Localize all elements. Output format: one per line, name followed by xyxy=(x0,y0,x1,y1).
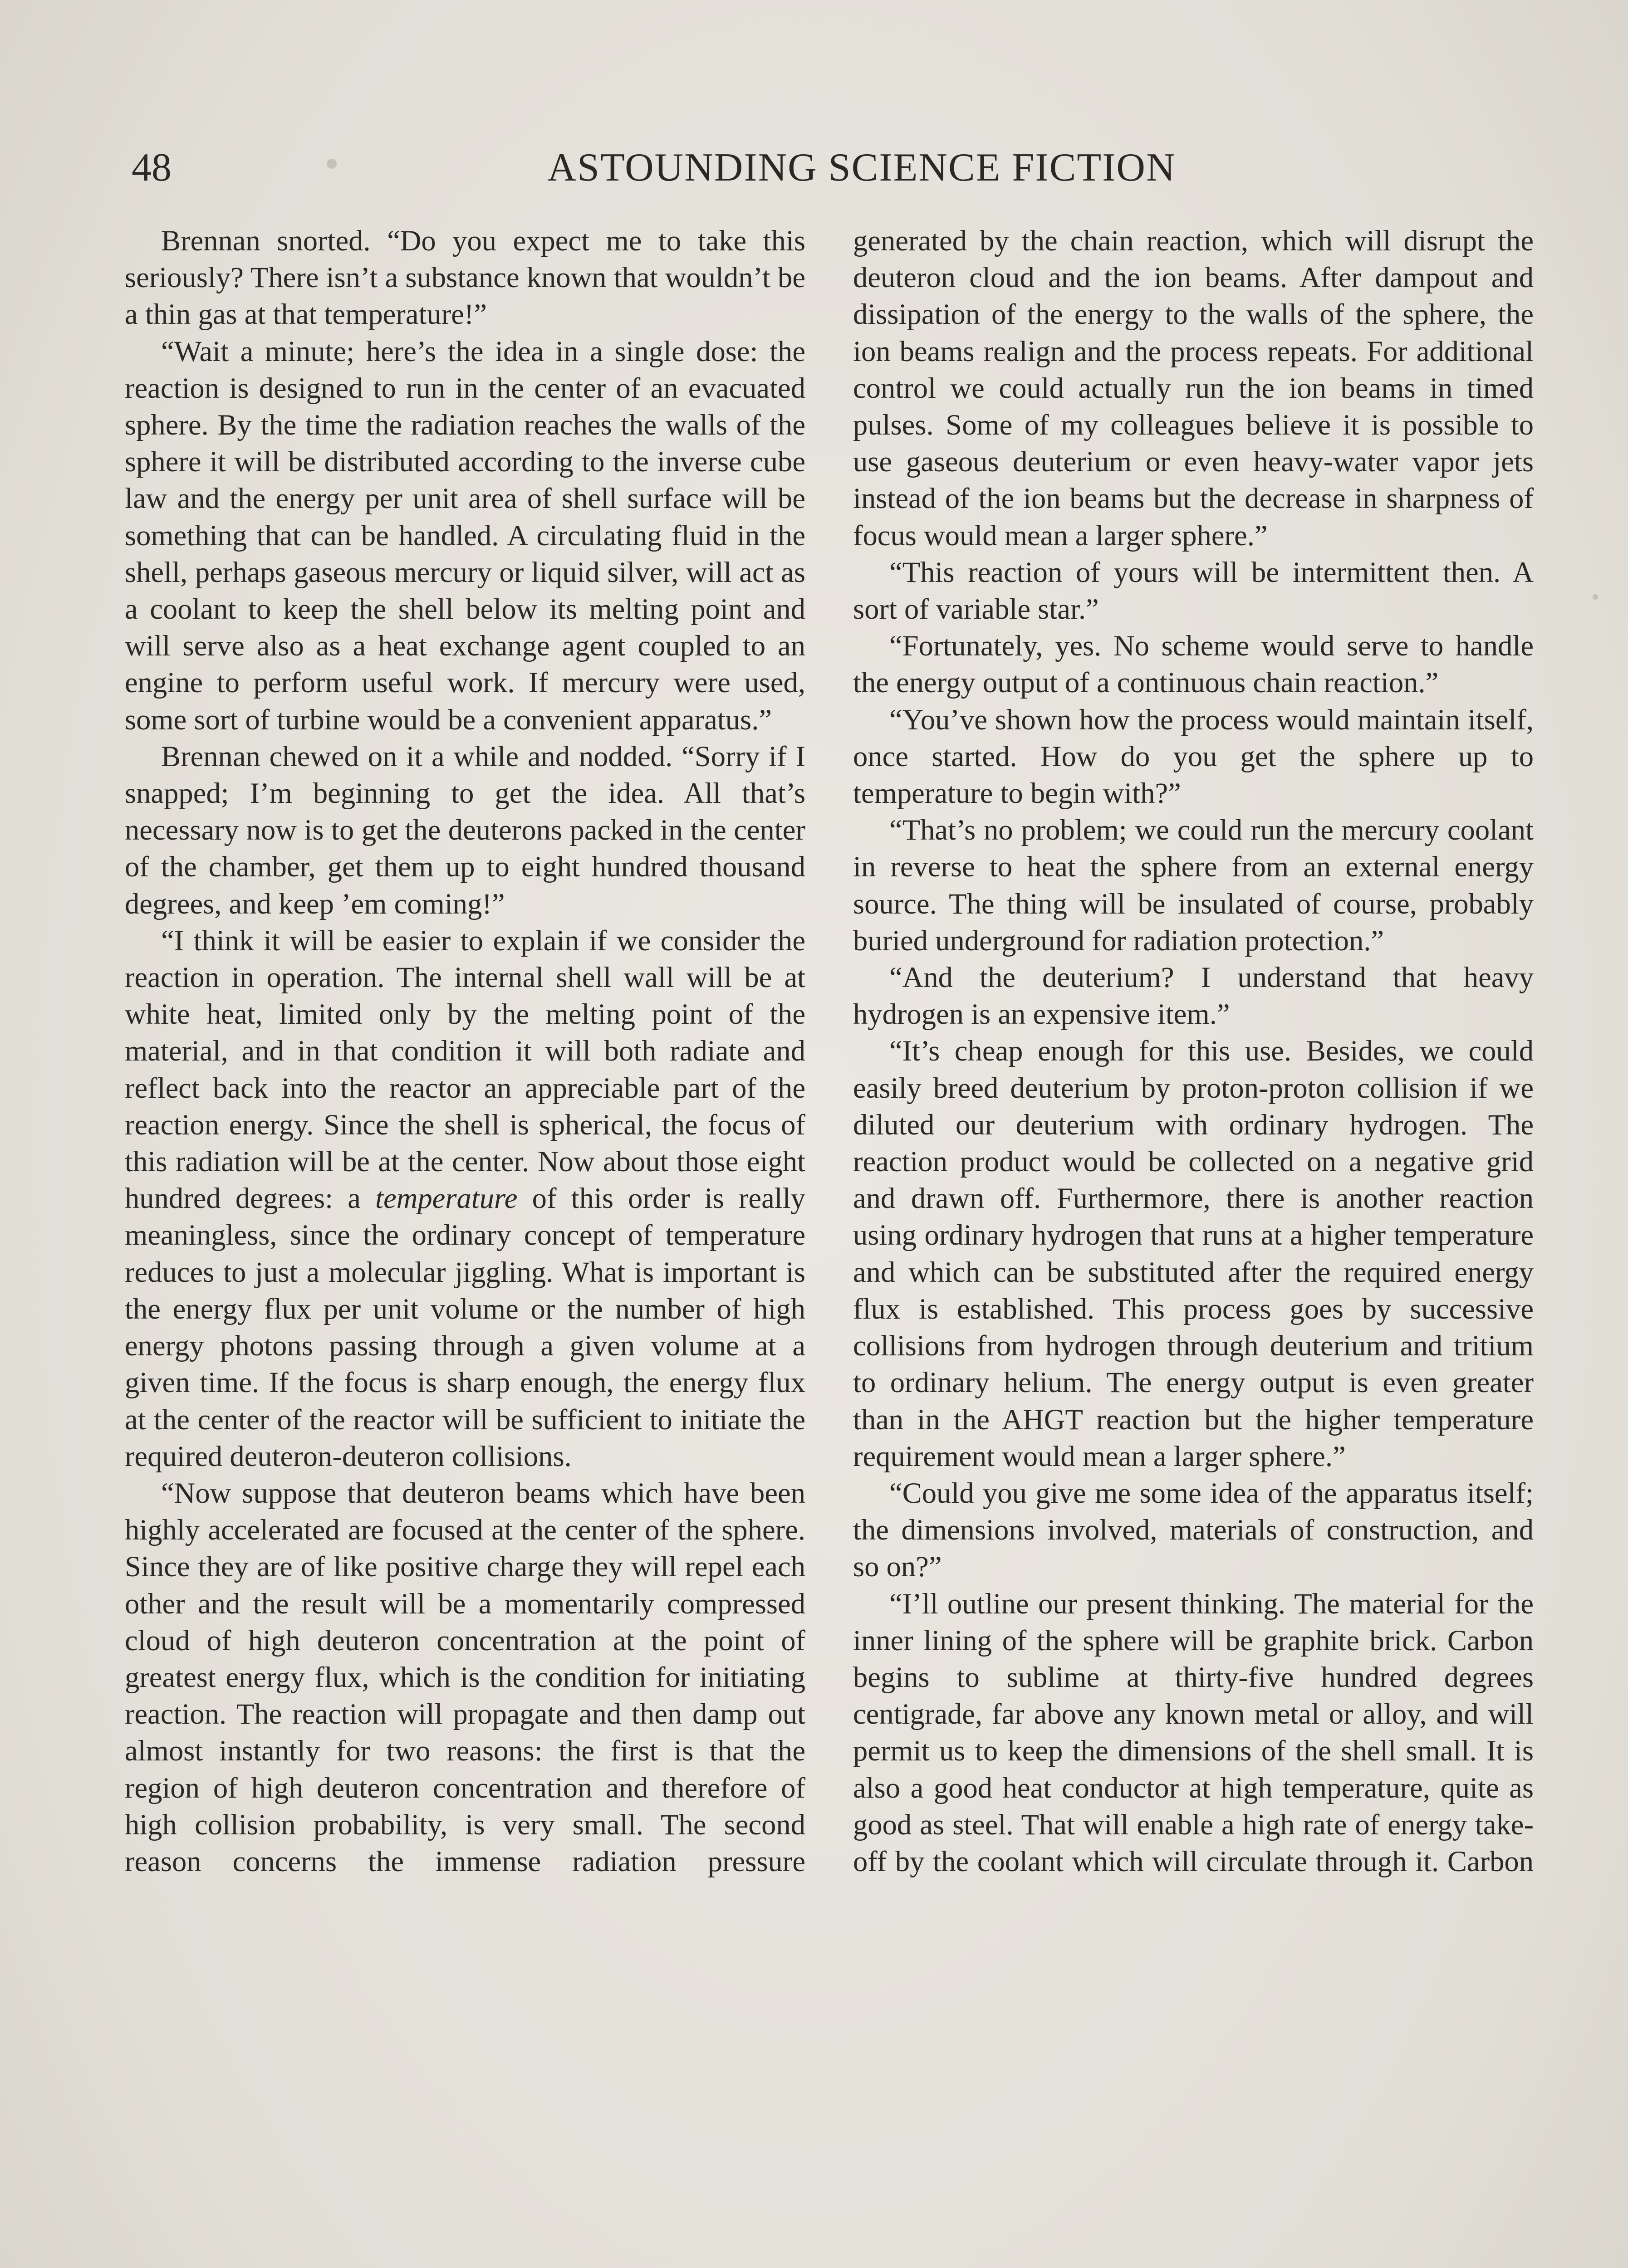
paragraph-continued: generated by the chain reaction, which will disrupt the deuteron cloud and the ion beams. After dampout and dissipation of the energy to the walls of the sphere, the ion beams realign and the process repeats. For additional control we could actually run the ion beams in timed pulses. Some of my colleagues believe it is possible to use gaseous deuterium or even heavy-water vapor jets instead of the ion beams but the decrease in sharpness of focus would mean a larger sphere.” xyxy=(853,224,1534,552)
paragraph: “Fortunately, yes. No scheme would serve to handle the energy output of a continuous chain reaction.” xyxy=(853,629,1534,699)
paragraph: “You’ve shown how the process would maintain itself, once started. How do you get the sphere up to temperature to begin with?” xyxy=(853,703,1534,810)
running-head xyxy=(0,145,1628,191)
paragraph: Brennan chewed on it a while and nodded. “Sorry if I snapped; I’m beginning to get the idea. All that’s necessary now is to get the deuterons packed in the center of the chamber, get them up to eight hundred thousand degrees, and keep ’em coming!” xyxy=(125,739,805,920)
left-column xyxy=(125,222,805,1880)
paragraph-text: “I think it will be easier to explain if we consider the reaction in operation. The internal shell wall will be at white heat, limited only by the melting point of the material, and in that condition it will both radiate and reflect back into the reactor an appreciable part of the reaction energy. Since the shell is spherical, the focus of this radiation will be at the center. Now about those eight hundred degrees: a xyxy=(125,924,805,1215)
paragraph: “Wait a minute; here’s the idea in a single dose: the reaction is designed to run in the center of an evacuated sphere. By the time the radiation reaches the walls of the sphere it will be distributed according to the inverse cube law and the energy per unit area of shell surface will be something that can be handled. A circulating fluid in the shell, perhaps gaseous mercury or liquid silver, will act as a coolant to keep the shell below its melting point and will serve also as a heat exchange agent coupled to an engine to perform useful work. If mercury were used, some sort of turbine would be a convenient apparatus.” xyxy=(125,334,805,736)
paper-speck xyxy=(1593,594,1598,600)
paragraph xyxy=(125,922,805,1475)
paragraph: “Now suppose that deuteron beams which have been highly accelerated are focused at the center of the sphere. Since they are of like positive charge they will repel each other and the result will be a momentarily compressed cloud of high deuteron concentration at the point of greatest energy flux, which is the condition for initiating reaction. The reaction will propagate and then damp out almost instantly for two reasons: the first is that the region of high deuteron concentration and therefore of high collision probability, is very small. The second reason concerns the immense radiation pressure xyxy=(125,1476,805,1877)
italic-word: temperature xyxy=(375,1182,518,1215)
paper-speck xyxy=(327,159,337,169)
paragraph: “This reaction of yours will be intermittent then. A sort of variable star.” xyxy=(853,555,1534,626)
paragraph-text: of this order is really meaningless, since the ordinary concept of temperature reduces to just a molecular jiggling. What is important is the energy flux per unit volume or the number of high energy photons passing through a given volume at a given time. If the focus is sharp enough, the energy flux at the center of the reactor will be sufficient to initiate the required deuteron-deuteron collisions. xyxy=(125,1182,805,1472)
paragraph: “That’s no problem; we could run the mercury coolant in reverse to heat the sphere from an external energy source. The thing will be insulated of course, probably buried underground for radiation protection.” xyxy=(853,813,1534,957)
paragraph: “And the deuterium? I understand that heavy hydrogen is an expensive item.” xyxy=(853,961,1534,1031)
paragraph: Brennan snorted. “Do you expect me to take this seriously? There isn’t a substance known that wouldn’t be a thin gas at that temperature!” xyxy=(125,224,805,331)
paragraph: “Could you give me some idea of the apparatus itself; the dimensions involved, materials of construction, and so on?” xyxy=(853,1476,1534,1583)
paragraph: “It’s cheap enough for this use. Besides, we could easily breed deuterium by proton-proton collision if we diluted our deuterium with ordinary hydrogen. The reaction product would be collected on a negative grid and drawn off. Furthermore, there is another reaction using ordinary hydrogen that runs at a higher temperature and which can be substituted after the required energy flux is established. This process goes by successive collisions from hydrogen through deuterium and tritium to ordinary helium. The energy output is even greater than in the AHGT reaction but the higher temperature requirement would mean a larger sphere.” xyxy=(853,1034,1534,1472)
paragraph: “I’ll outline our present thinking. The material for the inner lining of the sphere will be graphite brick. Carbon begins to sublime at thirty-five hundred degrees centigrade, far above any known metal or alloy, and will permit us to keep the dimensions of the shell small. It is also a good heat conductor at high temperature, quite as good as steel. That will enable a high rate of energy take-off by the coolant which will circulate through it. Carbon xyxy=(853,1587,1534,1877)
right-column xyxy=(853,222,1534,1880)
running-head-title: ASTOUNDING SCIENCE FICTION xyxy=(547,146,1176,190)
page-number: 48 xyxy=(132,146,172,190)
